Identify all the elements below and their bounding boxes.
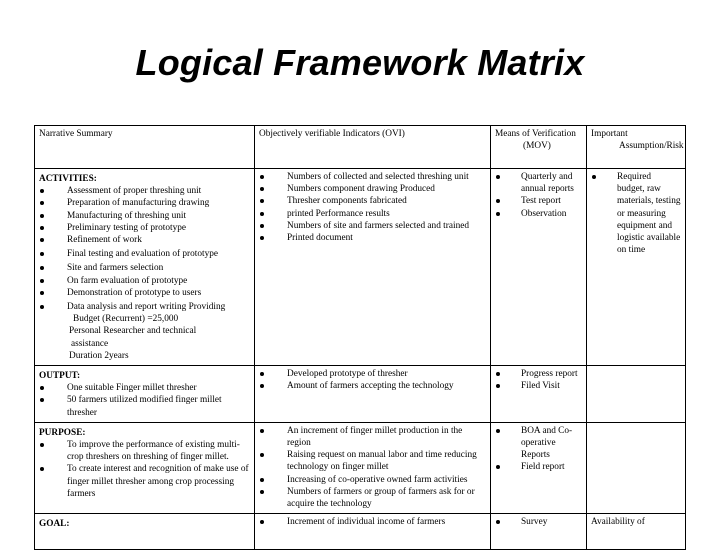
purpose-assumptions-cell [587, 422, 686, 513]
output-means-cell [491, 366, 587, 423]
list-item: Thresher components fabricated [259, 195, 486, 207]
output-label: OUTPUT: [39, 371, 81, 382]
budget-line: Budget (Recurrent) =25,000 [73, 314, 179, 325]
list-item: Numbers of collected and selected threshing unit [259, 171, 486, 183]
output-row [35, 366, 686, 423]
activities-assumptions-list [591, 171, 681, 256]
list-item: Observation [495, 208, 582, 220]
assistance-line: assistance [71, 338, 109, 349]
list-item: Preparation of manufacturing drawing [39, 197, 250, 209]
output-narrative-cell [35, 366, 255, 423]
list-item: Manufacturing of threshing unit [39, 210, 250, 222]
slide-title: Logical Framework Matrix [135, 42, 585, 83]
list-item: Filed Visit [495, 380, 582, 392]
list-item: Site and farmers selection [39, 262, 250, 274]
list-item: Raising request on manual labor and time reducing technology on finger millet [259, 449, 486, 473]
list-item: Demonstration of prototype to users [39, 287, 250, 299]
logframe-table [34, 125, 686, 550]
list-item: Numbers of farmers or group of farmers ask for or acquire the technology [259, 486, 486, 510]
list-item: Assessment of proper threshing unit [39, 185, 250, 197]
list-item: 50 farmers utilized modified finger millet thresher [39, 394, 250, 418]
list-item: Survey [495, 516, 582, 528]
purpose-indicators-list [259, 425, 486, 510]
list-item: Progress report [495, 368, 582, 380]
table-header-row [35, 126, 686, 169]
list-item: Final testing and evaluation of prototype [39, 248, 250, 260]
list-item: Printed document [259, 232, 486, 244]
purpose-list [39, 439, 250, 500]
activities-row [35, 169, 686, 366]
goal-assumptions-cell: Availability of [587, 514, 686, 550]
header-means-text: Means of Verification (MOV) [495, 129, 576, 152]
list-item: Increment of individual income of farmers [259, 516, 486, 528]
activities-means-cell [491, 169, 587, 366]
list-item: On farm evaluation of prototype [39, 275, 250, 287]
list-item: Amount of farmers accepting the technology [259, 380, 486, 392]
purpose-narrative-cell [35, 422, 255, 513]
list-item: Numbers component drawing Produced [259, 183, 486, 195]
list-item: An increment of finger millet production in the region [259, 425, 486, 449]
activities-label: ACTIVITIES: [39, 174, 97, 184]
output-indicators-list [259, 368, 486, 392]
activities-indicators-list [259, 171, 486, 244]
output-means-list [495, 368, 582, 392]
output-indicators-cell [255, 366, 491, 423]
header-narrative: Narrative Summary [35, 126, 255, 169]
list-item: Required budget, raw materials, testing or measuring equipment and logistic available on time [591, 171, 681, 256]
activities-list [39, 185, 250, 313]
list-item: BOA and Co-operative Reports [495, 425, 582, 462]
list-item: Refinement of work [39, 234, 250, 246]
goal-indicators-cell [255, 514, 491, 550]
header-indicators: Objectively verifiable Indicators (OVI) [255, 126, 491, 169]
purpose-row [35, 422, 686, 513]
output-assumptions-cell [587, 366, 686, 423]
list-item: Test report [495, 195, 582, 207]
list-item: To create interest and recognition of make use of finger millet thresher among crop processing farmers [39, 463, 250, 500]
purpose-label: PURPOSE: [39, 427, 86, 438]
list-item: Increasing of co-operative owned farm activities [259, 474, 486, 486]
goal-row [35, 514, 686, 550]
list-item: Data analysis and report writing Providing [39, 301, 250, 313]
list-item: To improve the performance of existing multi-crop threshers on threshing of finger millet. [39, 439, 250, 463]
duration-line: Duration 2years [69, 350, 129, 361]
activities-narrative-cell [35, 169, 255, 366]
goal-indicators-list [259, 516, 486, 528]
activities-means-list [495, 171, 582, 220]
goal-means-list [495, 516, 582, 528]
list-item: Preliminary testing of prototype [39, 222, 250, 234]
list-item: Field report [495, 461, 582, 473]
purpose-means-cell [491, 422, 587, 513]
output-list [39, 382, 250, 419]
personal-line: Personal Researcher and technical [69, 326, 197, 337]
list-item: Quarterly and annual reports [495, 171, 582, 195]
list-item: printed Performance results [259, 208, 486, 220]
list-item: Developed prototype of thresher [259, 368, 486, 380]
activities-assumptions-cell [587, 169, 686, 366]
purpose-indicators-cell [255, 422, 491, 513]
list-item: Numbers of site and farmers selected and trained [259, 220, 486, 232]
list-item: One suitable Finger millet thresher [39, 382, 250, 394]
header-assumptions-text: Important Assumption/Risk [591, 129, 684, 152]
header-means [491, 126, 587, 169]
header-assumptions [587, 126, 686, 169]
purpose-means-list [495, 425, 582, 474]
goal-narrative-cell [35, 514, 255, 550]
goal-label: GOAL: [39, 519, 70, 530]
goal-means-cell [491, 514, 587, 550]
activities-indicators-cell [255, 169, 491, 366]
